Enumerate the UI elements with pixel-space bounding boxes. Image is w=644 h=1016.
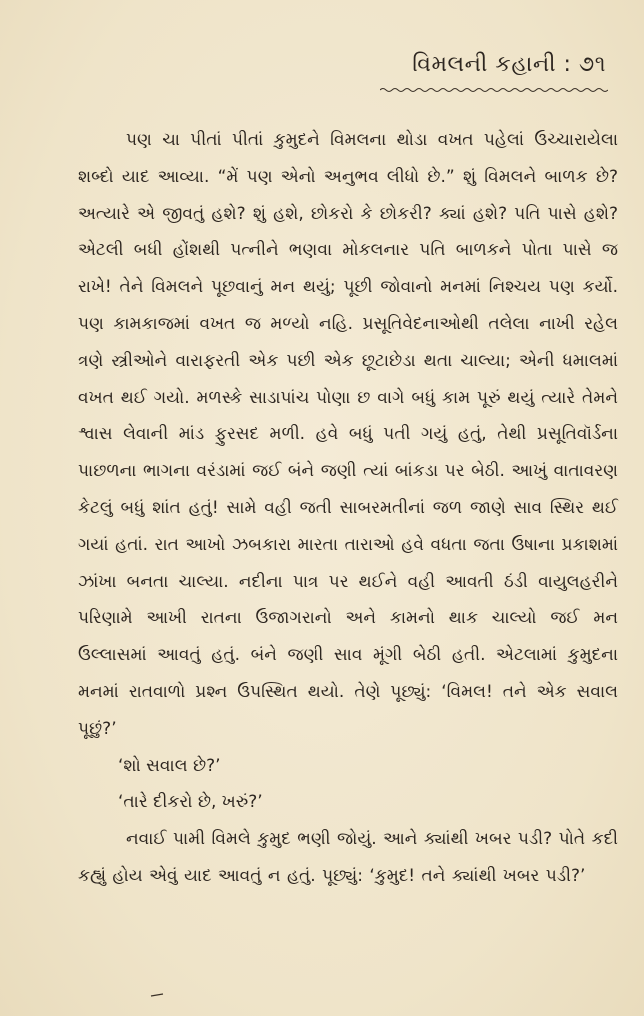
header-underline [380,87,608,93]
paragraph: નવાઈ પામી વિમલે કુમુદ ભણી જોયું. આને ક્યાંથી ખબર પડી? પોતે કદી કહ્યું હોય એવું યાદ આવતું ન હતું. પૂછ્યું: ‘કુમુદ! તને ક્યાંથી ખબર પડી?’ [78,829,618,886]
paragraph: પણ ચા પીતાં પીતાં કુમુદને વિમલના થોડા વખત પહેલાં ઉચ્ચારાયેલા શબ્દો યાદ આવ્યા. “મેં પણ એનો અનુભવ લીધો છે.” શું વિમલને બાળક છે? અત્યારે એ જીવતું હશે? શું હશે, છોકરો કે છોકરી? ક્યાં હશે? પતિ પાસે હશે? એટલી બધી હોંશથી પત્નીને ભણવા મોકલનાર પતિ બાળકને પોતા પાસે જ રાખે! તેને વિમલને પૂછવાનું મન થયું; પૂછી જોવાનો મનમાં નિશ્ચય પણ કર્યો. પણ કામકાજમાં વખત જ મળ્યો નહિ. પ્રસૂતિવેદનાઓથી તલેલા નાખી રહેલ ત્રણે સ્ત્રીઓને વારાફરતી એક પછી એક છૂટાછેડા થતા ચાલ્યા; એની ધમાલમાં વખત થઈ ગયો. મળસ્કે સાડાપાંચ પોણા છ વાગે બધું કામ પૂરું થયું ત્યારે તેમને શ્વાસ લેવાની માંડ ફુરસદ મળી. હવે બધું પતી ગયું હતું, તેથી પ્રસૂતિવૉર્ડના પાછળના ભાગના વરંડામાં જઈ બંને જણી ત્યાં બાંકડા પર બેઠી. આખું વાતાવરણ કેટલું બધું શાંત હતું! સામે વહી જતી સાબરમતીનાં જળ જાણે સાવ સ્થિર થઈ ગયાં હતાં. રાત આખો ઝબકારા મારતા તારાઓ હવે વધતા જતા ઉષાના પ્રકાશમાં ઝાંખા બનતા ચાલ્યા. નદીના પાત્ર પર થઈને વહી આવતી ઠંડી વાયુલહરીને પરિણામે આખી રાતના ઉજાગરાનો અને કામનો થાક ચાલ્યો જઈ મન ઉલ્લાસમાં આવતું હતું. બંને જણી સાવ મૂંગી બેઠી હતી. એટલામાં કુમુદના મનમાં રાતવાળો પ્રશ્ન ઉપસ્થિત થયો. તેણે પૂછ્યું: ‘વિમલ! તને એક સવાલ પૂછું?’ [78,130,618,739]
body-text [78,122,618,895]
dialogue-line: ‘શો સવાલ છે?’ [118,755,221,776]
running-head: વિમલની કહાની : ૭૧ [412,52,606,77]
dialogue-line: ‘તારે દીકરો છે, ખરું?’ [118,792,263,813]
printer-mark [150,993,164,997]
